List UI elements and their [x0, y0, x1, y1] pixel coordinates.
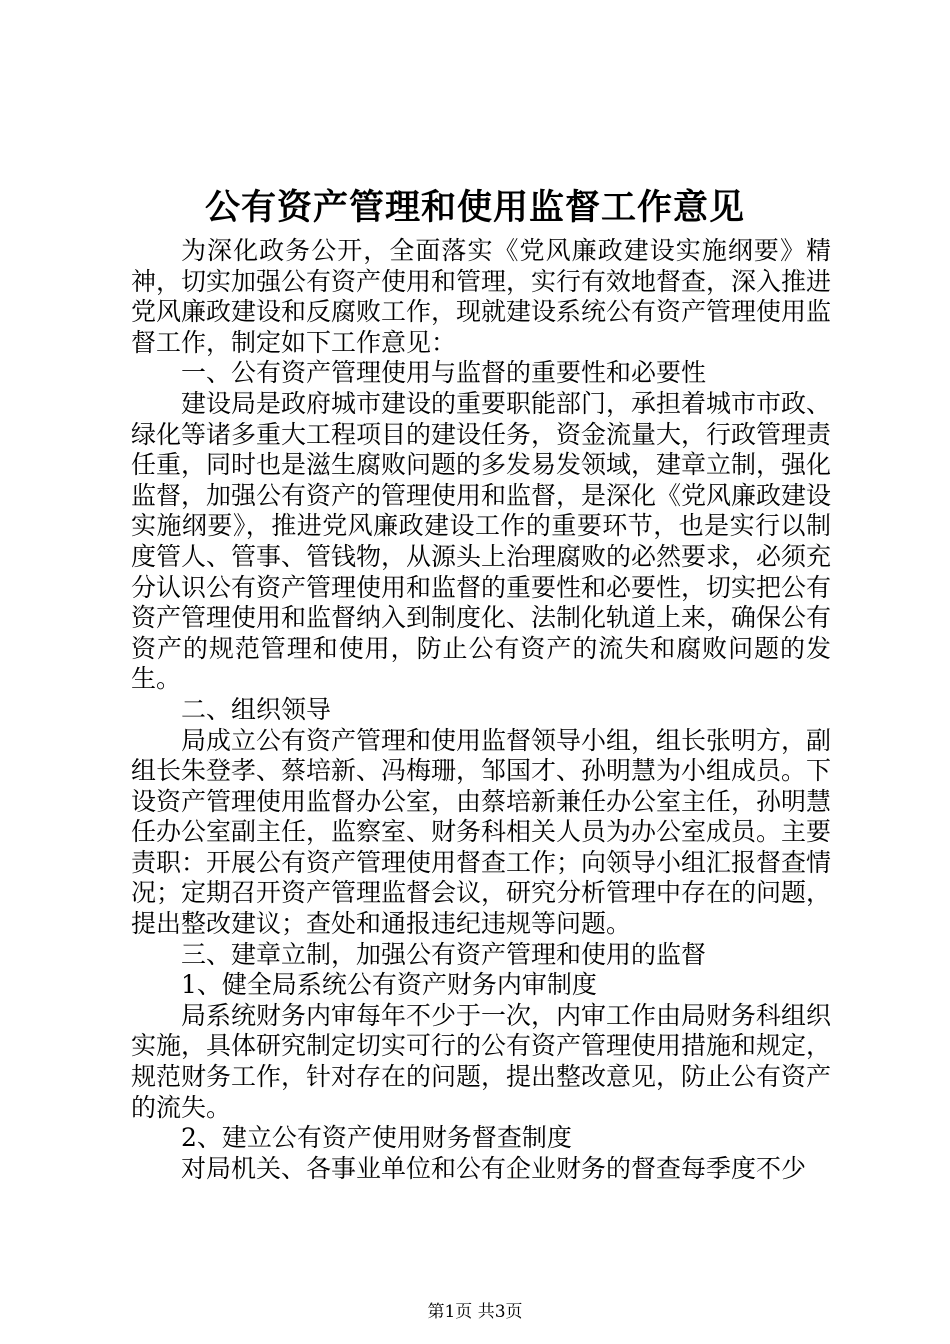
- page-number: 第1页 共3页: [427, 1302, 523, 1322]
- paragraph-leadership: 局成立公有资产管理和使用监督领导小组，组长张明方，副组长朱登孝、蔡培新、冯梅珊，邹国才、孙明慧为小组成员。下设资产管理使用监督办公室，由蔡培新兼任办公室主任，孙明慧任办公室副主任，监察室、财务科相关人员为办公室成员。主要责职：开展公有资产管理使用督查工作；向领导小组汇报督查情况；定期召开资产管理监督会议，研究分析管理中存在的问题，提出整改建议；查处和通报违纪违规等问题。: [131, 725, 832, 939]
- section-heading-2: 二、组织领导: [181, 694, 332, 724]
- paragraph-inspection: 对局机关、各事业单位和公有企业财务的督查每季度不少: [181, 1153, 807, 1183]
- document-title: 公有资产管理和使用监督工作意见: [204, 187, 745, 228]
- document-body: [131, 236, 831, 1184]
- subsection-heading-1: 1、健全局系统公有资产财务内审制度: [181, 970, 597, 1000]
- section-heading-3: 三、建章立制，加强公有资产管理和使用的监督: [181, 939, 707, 969]
- paragraph-intro: 为深化政务公开，全面落实《党风廉政建设实施纲要》精神，切实加强公有资产使用和管理，实行有效地督查，深入推进党风廉政建设和反腐败工作，现就建设系统公有资产管理使用监督工作，制定如下工作意见：: [131, 236, 832, 357]
- section-heading-1: 一、公有资产管理使用与监督的重要性和必要性: [181, 358, 707, 388]
- paragraph-importance: 建设局是政府城市建设的重要职能部门，承担着城市市政、绿化等诸多重大工程项目的建设任务，资金流量大，行政管理责任重，同时也是滋生腐败问题的多发易发领域，建章立制，强化监督，加强公有资产的管理使用和监督，是深化《党风廉政建设实施纲要》，推进党风廉政建设工作的重要环节，也是实行以制度管人、管事、管钱物，从源头上治理腐败的必然要求，必须充分认识公有资产管理使用和监督的重要性和必要性，切实把公有资产管理使用和监督纳入到制度化、法制化轨道上来，确保公有资产的规范管理和使用，防止公有资产的流失和腐败问题的发生。: [131, 388, 832, 694]
- subsection-heading-2: 2、建立公有资产使用财务督查制度: [181, 1123, 572, 1153]
- paragraph-internal-audit: 局系统财务内审每年不少于一次，内审工作由局财务科组织实施，具体研究制定切实可行的公有资产管理使用措施和规定，规范财务工作，针对存在的问题，提出整改意见，防止公有资产的流失。: [131, 1000, 832, 1122]
